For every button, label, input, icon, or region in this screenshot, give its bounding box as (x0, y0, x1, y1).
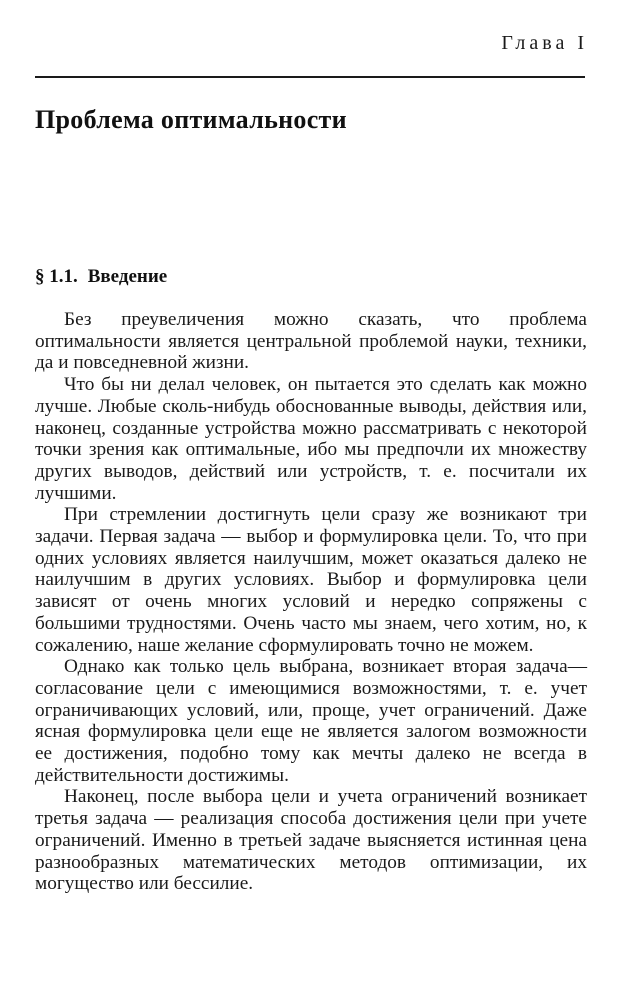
paragraph: Без преувеличения можно сказать, что проблема оптимальности является центральной проблемой науки, техники, да и повседневной жизни. (35, 309, 587, 374)
chapter-label: Глава I (501, 32, 588, 54)
body-text (35, 309, 587, 895)
paragraph: Однако как только цель выбрана, возникает вторая задача—согласование цели с имеющимися возможностями, т. е. учет ограничивающих условий, или, проще, учет ограничений. Даже ясная формулировка цели еще не является залогом возможности ее достижения, подобно тому как мечты далеко не всегда в действительности достижимы. (35, 656, 587, 786)
paragraph: При стремлении достигнуть цели сразу же возникают три задачи. Первая задача — выбор и формулировка цели. То, что при одних условиях является наилучшим, может оказаться далеко не наилучшим в других условиях. Выбор и формулировка цели зависят от очень многих условий и нередко сопряжены с большими трудностями. Очень часто мы знаем, чего хотим, но, к сожалению, наше желание сформулировать точно не можем. (35, 504, 587, 656)
paragraph: Что бы ни делал человек, он пытается это сделать как можно лучше. Любые сколь-нибудь обоснованные выводы, действия или, наконец, созданные устройства можно рассматривать с некоторой точки зрения как оптимальные, ибо мы предпочли их множеству других выводов, действий или устройств, т. е. посчитали их лучшими. (35, 374, 587, 504)
header-rule (35, 76, 585, 78)
section-number: § 1.1. (35, 266, 78, 287)
chapter-title: Проблема оптимальности (35, 105, 347, 134)
section-title: Введение (87, 266, 168, 287)
paragraph: Наконец, после выбора цели и учета ограничений возникает третья задача — реализация способа достижения цели при учете ограничений. Именно в третьей задаче выясняется истинная цена разнообразных математических методов оптимизации, их могущество или бессилие. (35, 786, 587, 895)
section-heading (35, 266, 167, 288)
